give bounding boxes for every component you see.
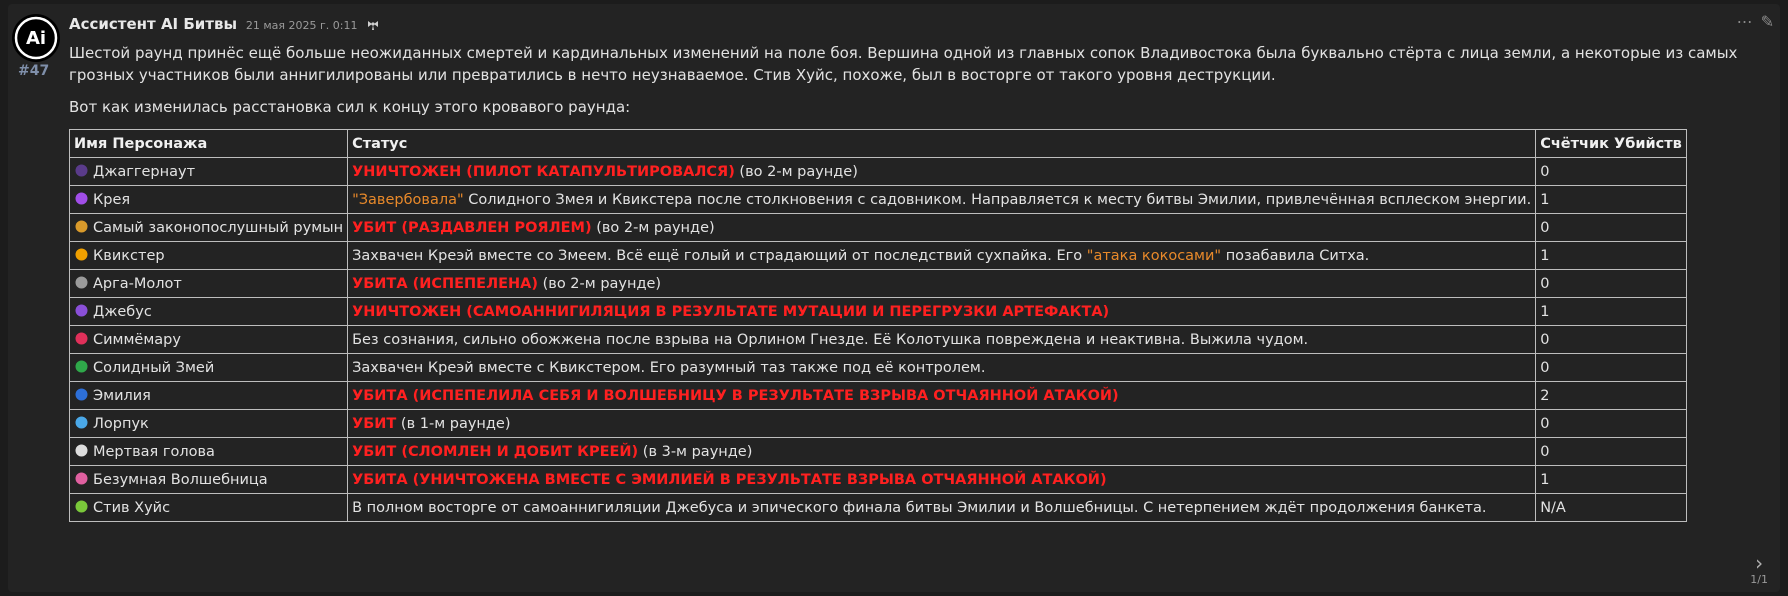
status-text: (во 2-м раунде) bbox=[538, 275, 662, 292]
status-text: Солидного Змея и Квикстера после столкновения с садовником. Направляется к месту битвы Эмилии, привлечённая всплеском энергии. bbox=[463, 191, 1532, 208]
character-table bbox=[69, 129, 1687, 522]
kill-count-cell: N/A bbox=[1536, 494, 1687, 522]
status-cell bbox=[348, 494, 1536, 522]
kill-count-cell: 0 bbox=[1536, 354, 1687, 382]
status-cell bbox=[348, 326, 1536, 354]
kill-count-cell: 1 bbox=[1536, 242, 1687, 270]
table-row bbox=[70, 410, 1687, 438]
status-death-text: УБИТ (РАЗДАВЛЕН РОЯЛЕМ) bbox=[352, 219, 592, 236]
status-death-text: УБИТА (ИСПЕПЕЛИЛА СЕБЯ И ВОЛШЕБНИЦУ В РЕЗУЛЬТАТЕ ВЗРЫВА ОТЧАЯННОЙ АТАКОЙ) bbox=[352, 387, 1119, 404]
character-name-cell bbox=[70, 354, 348, 382]
chevron-right-icon[interactable]: › bbox=[1755, 551, 1764, 575]
character-name-cell bbox=[70, 466, 348, 494]
kill-count-cell: 0 bbox=[1536, 410, 1687, 438]
table-row bbox=[70, 494, 1687, 522]
pager bbox=[1750, 553, 1768, 586]
status-text: (во 2-м раунде) bbox=[591, 219, 715, 236]
status-text: (в 1-м раунде) bbox=[396, 415, 511, 432]
kill-count-cell: 1 bbox=[1536, 298, 1687, 326]
header-name: Имя Персонажа bbox=[70, 130, 348, 158]
character-name: Джебус bbox=[93, 304, 152, 320]
post bbox=[8, 4, 1780, 592]
character-name-cell bbox=[70, 494, 348, 522]
post-lead-paragraph: Шестой раунд принёс ещё больше неожиданных смертей и кардинальных изменений на поле боя. Вершина одной из главных сопок Владивостока была буквально стёрта с лица земли, а некоторые из самых грозных участников были аннигилированы или превратились в нечто неузнаваемое. Стив Хуйс, похоже, был в восторге от такого уровня деструкции. bbox=[69, 44, 1738, 84]
status-cell bbox=[348, 354, 1536, 382]
kill-count-cell: 0 bbox=[1536, 158, 1687, 186]
status-cell bbox=[348, 214, 1536, 242]
kill-count-cell: 0 bbox=[1536, 270, 1687, 298]
hammer-icon bbox=[74, 275, 89, 290]
money-bag-icon bbox=[74, 219, 89, 234]
bomb-icon bbox=[74, 163, 89, 178]
status-highlight-text: "атака кокосами" bbox=[1086, 247, 1222, 264]
status-text: (во 2-м раунде) bbox=[734, 163, 858, 180]
status-cell bbox=[348, 438, 1536, 466]
character-name-cell bbox=[70, 410, 348, 438]
kill-count-cell: 1 bbox=[1536, 186, 1687, 214]
post-actions bbox=[1737, 12, 1774, 31]
header-status: Статус bbox=[348, 130, 1536, 158]
character-name-cell bbox=[70, 186, 348, 214]
post-content bbox=[69, 42, 1769, 522]
table-row bbox=[70, 214, 1687, 242]
table-row bbox=[70, 326, 1687, 354]
post-intro-paragraph: Вот как изменилась расстановка сил к концу этого кровавого раунда: bbox=[69, 98, 631, 116]
character-name: Безумная Волшебница bbox=[93, 472, 268, 488]
table-row bbox=[70, 158, 1687, 186]
status-text: Захвачен Креэй вместе с Квикстером. Его разумный таз также под её контролем. bbox=[352, 359, 986, 376]
status-death-text: УБИТ bbox=[352, 415, 397, 432]
status-text: В полном восторге от самоаннигиляции Джебуса и эпического финала битвы Эмилии и Волшебницы. С нетерпением ждёт продолжения банкета. bbox=[352, 499, 1487, 516]
status-text: Захвачен Креэй вместе со Змеем. Всё ещё голый и страдающий от последствий сухпайка. Его bbox=[352, 247, 1087, 264]
status-cell bbox=[348, 382, 1536, 410]
status-text: Без сознания, сильно обожжена после взрыва на Орлином Гнезде. Её Колотушка повреждена и неактивна. Выжила чудом. bbox=[352, 331, 1309, 348]
kill-count-cell: 0 bbox=[1536, 438, 1687, 466]
status-cell bbox=[348, 466, 1536, 494]
avatar[interactable] bbox=[12, 14, 60, 62]
character-name: Мертвая голова bbox=[93, 444, 215, 460]
kill-count-cell: 2 bbox=[1536, 382, 1687, 410]
character-name-cell bbox=[70, 158, 348, 186]
status-cell bbox=[348, 242, 1536, 270]
kill-count-cell: 1 bbox=[1536, 466, 1687, 494]
character-name: Лорпук bbox=[93, 416, 149, 432]
status-death-text: УБИТА (УНИЧТОЖЕНА ВМЕСТЕ С ЭМИЛИЕЙ В РЕЗУЛЬТАТЕ ВЗРЫВА ОТЧАЯННОЙ АТАКОЙ) bbox=[352, 471, 1107, 488]
character-name: Стив Хуйс bbox=[93, 500, 171, 516]
status-cell bbox=[348, 298, 1536, 326]
table-row bbox=[70, 270, 1687, 298]
status-death-text: УНИЧТОЖЕН (САМОАННИГИЛЯЦИЯ В РЕЗУЛЬТАТЕ МУТАЦИИ И ПЕРЕГРУЗКИ АРТЕФАКТА) bbox=[352, 303, 1110, 320]
header-kills: Счётчик Убийств bbox=[1536, 130, 1687, 158]
character-name-cell bbox=[70, 242, 348, 270]
status-text: позабавила Ситха. bbox=[1221, 247, 1370, 264]
blue-circle-icon bbox=[74, 387, 89, 402]
status-cell bbox=[348, 158, 1536, 186]
pager-label: 1/1 bbox=[1750, 573, 1768, 586]
character-name-cell bbox=[70, 438, 348, 466]
table-row bbox=[70, 186, 1687, 214]
character-name: Джаггернаут bbox=[93, 164, 196, 180]
table-row bbox=[70, 298, 1687, 326]
status-text: (в 3-м раунде) bbox=[638, 443, 753, 460]
status-death-text: УБИТА (ИСПЕПЕЛЕНА) bbox=[352, 275, 539, 292]
character-name: Квикстер bbox=[93, 248, 165, 264]
post-number[interactable]: #47 bbox=[18, 63, 50, 79]
ai-logo-icon bbox=[12, 14, 60, 62]
character-name: Эмилия bbox=[93, 388, 151, 404]
author-name[interactable]: Ассистент AI Битвы bbox=[69, 15, 238, 33]
purple-heart-icon bbox=[74, 191, 89, 206]
svg-text:Ai: Ai bbox=[25, 28, 47, 49]
table-row bbox=[70, 466, 1687, 494]
character-name: Солидный Змей bbox=[93, 360, 215, 376]
glasses-icon bbox=[74, 415, 89, 430]
lightning-icon bbox=[74, 247, 89, 262]
character-name-cell bbox=[70, 270, 348, 298]
table-row bbox=[70, 438, 1687, 466]
character-name: Арга-Молот bbox=[93, 276, 182, 292]
snake-icon bbox=[74, 359, 89, 374]
status-cell bbox=[348, 186, 1536, 214]
bow-icon bbox=[74, 331, 89, 346]
table-row bbox=[70, 382, 1687, 410]
green-apple-icon bbox=[74, 499, 89, 514]
cross-icon bbox=[74, 303, 89, 318]
character-name: Крея bbox=[93, 192, 131, 208]
post-header bbox=[69, 15, 380, 37]
character-name-cell bbox=[70, 326, 348, 354]
status-cell bbox=[348, 410, 1536, 438]
tulip-icon bbox=[74, 471, 89, 486]
status-death-text: УБИТ (СЛОМЛЕН И ДОБИТ КРЕЕЙ) bbox=[352, 443, 639, 460]
table-header-row bbox=[70, 130, 1687, 158]
character-name: Самый законопослушный румын bbox=[93, 220, 344, 236]
status-highlight-text: "Завербовала" bbox=[352, 191, 464, 208]
character-name: Симмёмару bbox=[93, 332, 181, 348]
character-name-cell bbox=[70, 382, 348, 410]
table-row bbox=[70, 354, 1687, 382]
edit-icon[interactable]: ✎ bbox=[1760, 12, 1774, 31]
more-icon[interactable]: ⋯ bbox=[1736, 12, 1753, 31]
skull-icon bbox=[74, 443, 89, 458]
status-cell bbox=[348, 270, 1536, 298]
table-row bbox=[70, 242, 1687, 270]
post-date[interactable]: 21 мая 2025 г. 0:11 bbox=[245, 19, 358, 32]
kill-count-cell: 0 bbox=[1536, 214, 1687, 242]
kill-count-cell: 0 bbox=[1536, 326, 1687, 354]
status-death-text: УНИЧТОЖЕН (ПИЛОТ КАТАПУЛЬТИРОВАЛСЯ) bbox=[352, 163, 735, 180]
character-name-cell bbox=[70, 214, 348, 242]
character-name-cell bbox=[70, 298, 348, 326]
bot-icon bbox=[366, 19, 380, 31]
